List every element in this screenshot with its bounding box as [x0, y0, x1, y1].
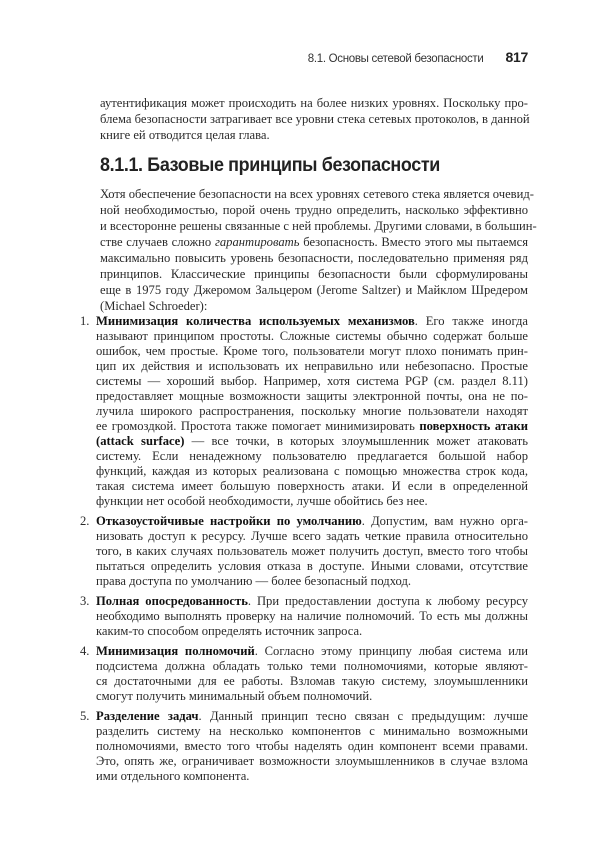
bold-term: Минимизация полномочий [96, 644, 255, 658]
body-paragraph [100, 186, 537, 314]
list-item-body [96, 514, 528, 589]
text-line: пытаться определить условия отказа в доступе. Иными словами, отсутствие [96, 559, 528, 573]
text-line: и всесторонне решены связанные с ней проблемы. Другими словами, в большин- [100, 219, 537, 233]
text-span: ее громоздкой. Простота также помогает минимизировать [96, 419, 420, 433]
text-line: блема безопасности затрагивает все уровни стека сетевых протоколов, в данной [100, 112, 530, 126]
text-line [96, 314, 528, 329]
text-line [96, 434, 528, 449]
bold-term: Разделение задач [96, 709, 199, 723]
text-span: . Согласно этому принципу любая система или [254, 644, 528, 658]
list-number: 4. [80, 644, 90, 658]
emphasis: гарантировать [214, 235, 300, 249]
text-line: функции нет особой необходимости, лучше обойтись без нее. [96, 494, 428, 508]
text-line: смогут получить минимальный объем полномочий. [96, 689, 373, 703]
text-line: книге ей отводится целая глава. [100, 128, 270, 142]
bold-term: Отказоустойчивые настройки по умолчанию [96, 514, 362, 528]
text-line [96, 594, 528, 609]
text-line [100, 234, 528, 250]
principles-list [80, 314, 528, 789]
text-line: лучила широкого распространения, поскольку многие пользователи находят [96, 404, 528, 418]
list-number: 5. [80, 709, 90, 723]
text-line: еще в 1975 году Джеромом Зальцером (Jerome Saltzer) и Майклом Шредером [100, 283, 528, 297]
list-item [80, 644, 528, 704]
text-line: систему. Если ненадежному пользователю предлагается большой набор [96, 449, 528, 463]
list-item-body [96, 644, 528, 704]
text-line: подсистема должна обладать только теми полномочиями, которые являют- [96, 659, 528, 673]
text-span: безопасность. Вместо этого мы пытаемся [299, 235, 529, 249]
text-line: (Michael Schroeder): [100, 299, 208, 313]
text-line: каким-то способом определять источник запроса. [96, 624, 363, 638]
list-item-body [96, 709, 528, 784]
list-item-body [96, 594, 528, 639]
running-header-section: 8.1. Основы сетевой безопасности [307, 53, 484, 65]
text-line: ной необходимостью, порой очень трудно определить, насколько эффективно [100, 203, 528, 217]
text-span: . Его также иногда [414, 314, 528, 328]
text-line: такая система имеет большую поверхность атаки. И если в определенной [96, 479, 528, 493]
bold-term: Полная опосредованность [96, 594, 248, 608]
text-line [96, 419, 528, 434]
text-line: права доступа по умолчанию — более безопасный подход. [96, 574, 411, 588]
text-span: — все точки, в которых злоумышленник может атаковать [184, 434, 528, 448]
text-line: максимально повысить уровень безопасности, последовательно применяя ряд [100, 251, 528, 265]
text-line: низовать доступ к ресурсу. Лучше всего задать четкие правила относительно [96, 529, 528, 543]
text-span: . При предоставлении доступа к любому ресурсу [247, 594, 528, 608]
list-item [80, 514, 528, 589]
page-number: 817 [505, 49, 528, 65]
text-span: . Данный принцип тесно связан с предыдущим: лучше [198, 709, 529, 723]
text-line: Хотя обеспечение безопасности на всех уровнях сетевого стека является очевид- [100, 187, 534, 201]
text-line [96, 709, 528, 724]
text-line: называют принципом простоты. Сложные системы обычно содержат больше [96, 329, 528, 343]
text-line: разделить систему на несколько компонентов с минимально возможными [96, 724, 528, 738]
text-line: ими отдельного компонента. [96, 769, 250, 783]
text-line: системы — хороший выбор. Например, хотя система PGP (см. раздел 8.11) [96, 374, 528, 388]
text-line: полномочиями, вместо того чтобы наделять один компонент всеми правами. [96, 739, 528, 753]
text-line: ошибок, чем простые. Кроме того, пользователи могут плохо понимать прин- [96, 344, 528, 358]
list-number: 1. [80, 314, 90, 328]
text-line: цип их действия и использовать их неправильно или небезопасно. Простые [96, 359, 528, 373]
text-line [96, 514, 528, 529]
text-line: функций, каждая из которых реализована с помощью множества строк кода, [96, 464, 528, 478]
text-line: принципов. Классические принципы безопасности были сформулированы [100, 267, 528, 281]
list-number: 2. [80, 514, 90, 528]
bold-term: (attack surface) [96, 434, 185, 448]
list-item [80, 314, 528, 509]
bold-term: поверхность атаки [419, 419, 528, 433]
text-line [96, 644, 528, 659]
text-line: Это, опять же, ограничивает возможности злоумышленников в случае взлома [96, 754, 528, 768]
section-heading: 8.1.1. Базовые принципы безопасности [100, 154, 440, 176]
intro-paragraph [100, 95, 528, 143]
text-span: стве случаев сложно [100, 235, 215, 249]
list-number: 3. [80, 594, 90, 608]
running-header [308, 49, 528, 65]
list-item-body [96, 314, 528, 509]
text-span: . Допустим, вам нужно орга- [361, 514, 529, 528]
list-item [80, 709, 528, 784]
text-line: аутентификация может происходить на более низких уровнях. Поскольку про- [100, 96, 528, 110]
text-line: того, в каких случаях пользователь может получить доступ, вместо того чтобы [96, 544, 528, 558]
list-item [80, 594, 528, 639]
bold-term: Минимизация количества используемых механизмов [96, 314, 415, 328]
text-line: необходимо выполнять проверку на наличие полномочий. То есть мы должны [96, 609, 528, 623]
text-line: предоставляет мощные возможности защиты электронной почты, она не по- [96, 389, 528, 403]
text-line: ся достаточными для ее работы. Взломав такую систему, злоумышленники [96, 674, 528, 688]
